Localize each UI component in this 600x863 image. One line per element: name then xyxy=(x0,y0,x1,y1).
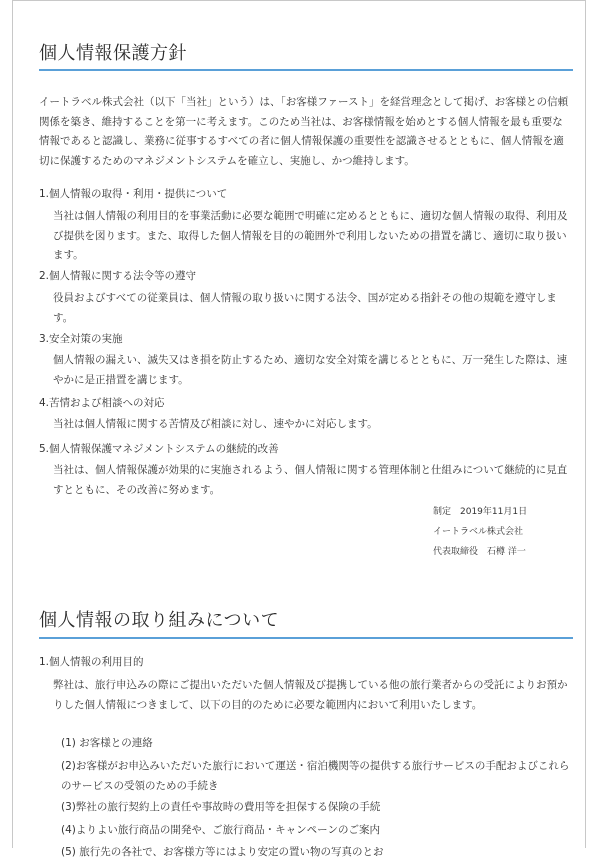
policy-item-5-body: 当社は、個人情報保護が効果的に実施されるよう、個人情報に関する管理体制と仕組みについて継続的に見直すとともに、その改善に努めます。 xyxy=(53,464,568,496)
purpose-item: (1) お客様との連絡 xyxy=(61,737,153,749)
policy-item-1-body: 当社は個人情報の利用目的を事業活動に必要な範囲で明確に定めるとともに、適切な個人情報の取得、利用及び提供を図ります。また、取得した個人情報を目的の範囲外で利用しないための措置を講じ、適切に取り扱います。 xyxy=(53,210,568,261)
purpose-item: (2)お客様がお申込みいただいた旅行において運送・宿泊機関等の提供する旅行サービスの手配およびこれらのサービスの受領のための手続き xyxy=(61,760,570,792)
policy-item-5-heading: 5.個人情報保護マネジメントシステムの継続的改善 xyxy=(39,443,279,455)
purpose-item: (3)弊社の旅行契約上の責任や事故時の費用等を担保する保険の手続 xyxy=(61,801,381,813)
signature-representative: 代表取締役 石樽 洋一 xyxy=(433,547,526,557)
purpose-item: (4)よりよい旅行商品の開発や、ご旅行商品・キャンペーンのご案内 xyxy=(61,824,380,836)
policy-item-4-heading: 4.苦情および相談への対応 xyxy=(39,397,165,409)
document-page xyxy=(12,0,586,858)
signature-company: イートラベル株式会社 xyxy=(433,527,524,537)
efforts-item-1-heading: 1.個人情報の利用目的 xyxy=(39,656,144,668)
signature-date: 制定 2019年11月1日 xyxy=(433,507,528,517)
efforts-title: 個人情報の取り組みについて xyxy=(39,610,280,631)
policy-item-1-heading: 1.個人情報の取得・利用・提供について xyxy=(39,188,228,200)
policy-intro: イートラベル株式会社（以下「当社」という）は、「お客様ファースト」を経営理念として掲げ、お客様との信頼関係を築き、維持することを第一に考えます。このため当社は、お客様情報を始めとする個人情報を最も重要な情報であると認識し、業務に従事するすべての者に個人情報保護の重要性を認識させるとともに、個人情報を適切に保護するためのマネジメントシステムを確立し、実施し、かつ維持します。 xyxy=(39,96,569,167)
policy-item-3-heading: 3.安全対策の実施 xyxy=(39,333,123,345)
purpose-item: (5) 旅行先の各社で、お客様方等にはより安定の置い物の写真のとお xyxy=(61,846,384,858)
policy-item-3-body: 個人情報の漏えい、滅失又はき損を防止するため、適切な安全対策を講じるとともに、万一発生した際は、速やかに是正措置を講じます。 xyxy=(53,354,568,386)
efforts-item-1-body: 弊社は、旅行申込みの際にご提出いただいた個人情報及び提携している他の旅行業者からの受託によりお預かりした個人情報につきまして、以下の目的のために必要な範囲内において利用いたします。 xyxy=(53,679,568,711)
efforts-title-rule xyxy=(39,637,573,639)
policy-item-4-body: 当社は個人情報に関する苦情及び相談に対し、速やかに対応します。 xyxy=(53,418,378,430)
policy-title-rule xyxy=(39,69,573,71)
policy-item-2-body: 役員およびすべての従業員は、個人情報の取り扱いに関する法令、国が定める指針その他の規範を遵守します。 xyxy=(53,292,557,324)
policy-item-2-heading: 2.個人情報に関する法令等の遵守 xyxy=(39,270,197,282)
policy-title: 個人情報保護方針 xyxy=(39,43,187,64)
